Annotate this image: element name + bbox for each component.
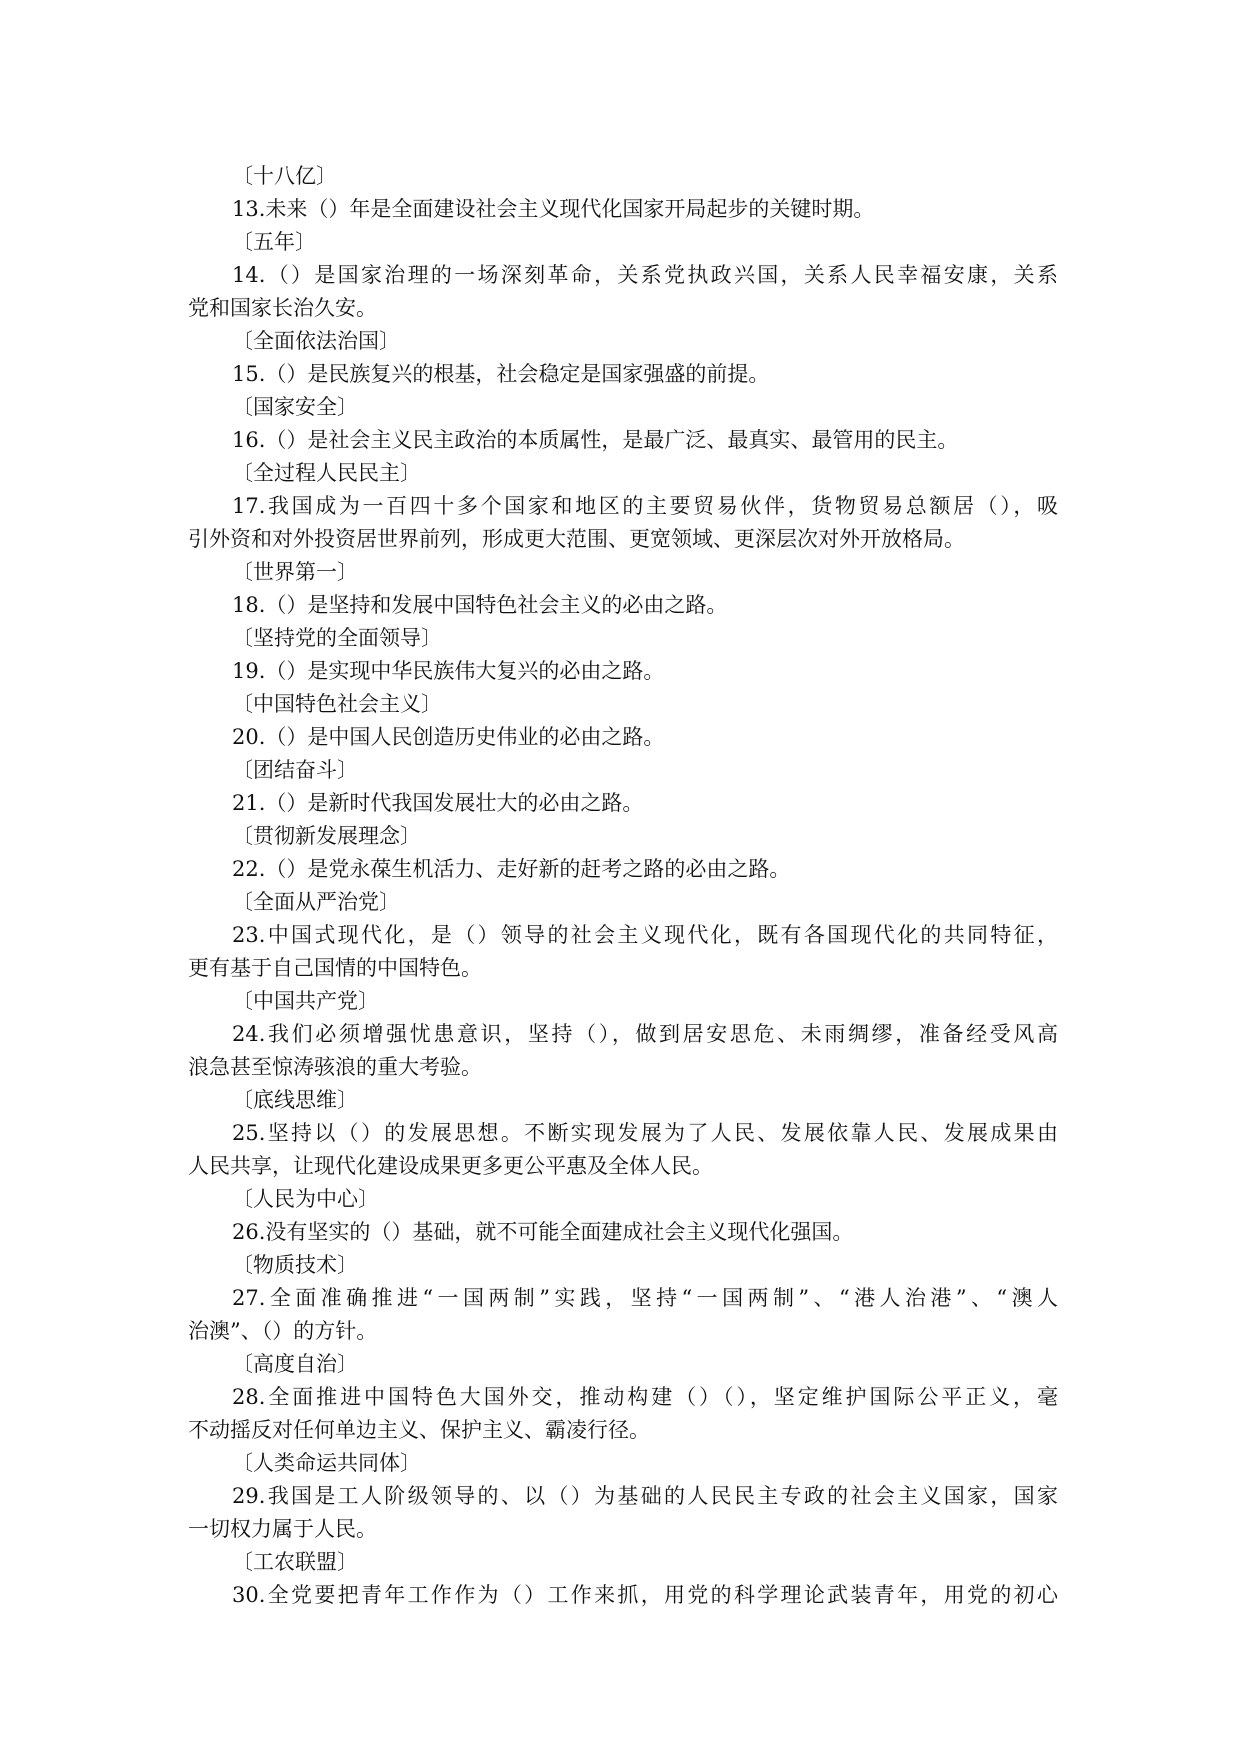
question-paragraph [188,259,1058,325]
question-paragraph [188,589,1058,622]
question-line: 29.我国是工人阶级领导的、以（）为基础的人民民主专政的社会主义国家，国家 [232,1484,1058,1508]
question-line: 浪急甚至惊涛骇浪的重大考验。 [188,1055,482,1079]
answer-line: 〔中国共产党〕 [232,989,379,1013]
answer-line: 〔底线思维〕 [232,1088,358,1112]
question-paragraph [188,490,1058,556]
answer-line: 〔工农联盟〕 [232,1550,358,1574]
answer-paragraph [188,457,1058,490]
question-line: 治澳”、（）的方针。 [188,1319,378,1343]
answer-paragraph [188,1348,1058,1381]
question-paragraph [188,1282,1058,1348]
answer-line: 〔人民为中心〕 [232,1187,379,1211]
question-line: 19.（）是实现中华民族伟大复兴的必由之路。 [232,659,665,683]
answer-paragraph [188,820,1058,853]
question-line: 21.（）是新时代我国发展壮大的必由之路。 [232,791,644,815]
answer-line: 〔坚持党的全面领导〕 [232,626,442,650]
question-line: 一切权力属于人民。 [188,1517,377,1541]
question-paragraph [188,358,1058,391]
question-paragraph [188,1216,1058,1249]
question-paragraph [188,853,1058,886]
question-paragraph [188,424,1058,457]
answer-paragraph [188,1546,1058,1579]
question-line: 人民共享，让现代化建设成果更多更公平惠及全体人民。 [188,1154,713,1178]
question-paragraph [188,1381,1058,1447]
question-paragraph [188,655,1058,688]
question-paragraph [188,919,1058,985]
question-line: 23.中国式现代化，是（）领导的社会主义现代化，既有各国现代化的共同特征， [232,923,1058,947]
question-paragraph [188,193,1058,226]
answer-line: 〔世界第一〕 [232,560,358,584]
question-line: 24.我们必须增强忧患意识，坚持（），做到居安思危、未雨绸缪，准备经受风高 [232,1022,1058,1046]
question-line: 不动摇反对任何单边主义、保护主义、霸凌行径。 [188,1418,650,1442]
answer-paragraph [188,886,1058,919]
answer-line: 〔五年〕 [232,230,316,254]
answer-paragraph [188,325,1058,358]
answer-paragraph [188,1447,1058,1480]
answer-paragraph [188,391,1058,424]
answer-line: 〔国家安全〕 [232,395,358,419]
answer-line: 〔物质技术〕 [232,1253,358,1277]
question-paragraph [188,721,1058,754]
document-page [188,160,1058,1612]
question-paragraph [188,787,1058,820]
question-line: 14.（）是国家治理的一场深刻革命，关系党执政兴国，关系人民幸福安康，关系 [232,263,1058,287]
answer-paragraph [188,226,1058,259]
answer-line: 〔贯彻新发展理念〕 [232,824,421,848]
question-line: 22.（）是党永葆生机活力、走好新的赶考之路的必由之路。 [232,857,791,881]
question-line: 28.全面推进中国特色大国外交，推动构建（）（），坚定维护国际公平正义，毫 [232,1385,1058,1409]
question-line: 26.没有坚实的（）基础，就不可能全面建成社会主义现代化强国。 [232,1220,854,1244]
question-line: 引外资和对外投资居世界前列，形成更大范围、更宽领域、更深层次对外开放格局。 [188,527,965,551]
answer-line: 〔全面从严治党〕 [232,890,400,914]
answer-line: 〔全过程人民民主〕 [232,461,421,485]
question-paragraph [188,1117,1058,1183]
answer-line: 〔团结奋斗〕 [232,758,358,782]
answer-paragraph [188,622,1058,655]
question-line: 16.（）是社会主义民主政治的本质属性，是最广泛、最真实、最管用的民主。 [232,428,959,452]
question-line: 13.未来（）年是全面建设社会主义现代化国家开局起步的关键时期。 [232,197,875,221]
answer-paragraph [188,1183,1058,1216]
answer-paragraph [188,1249,1058,1282]
answer-paragraph [188,1084,1058,1117]
question-paragraph [188,1480,1058,1546]
answer-paragraph [188,985,1058,1018]
answer-paragraph [188,556,1058,589]
answer-line: 〔人类命运共同体〕 [232,1451,421,1475]
question-line: 更有基于自己国情的中国特色。 [188,956,482,980]
question-line: 25.坚持以（）的发展思想。不断实现发展为了人民、发展依靠人民、发展成果由 [232,1121,1058,1145]
question-line: 30.全党要把青年工作作为（）工作来抓，用党的科学理论武装青年，用党的初心 [232,1583,1058,1607]
question-line: 27.全面准确推进“一国两制”实践，坚持“一国两制”、“港人治港”、“澳人 [232,1286,1058,1310]
answer-paragraph [188,688,1058,721]
answer-line: 〔高度自治〕 [232,1352,358,1376]
question-paragraph [188,1579,1058,1612]
answer-line: 〔中国特色社会主义〕 [232,692,442,716]
answer-line: 〔全面依法治国〕 [232,329,400,353]
question-line: 20.（）是中国人民创造历史伟业的必由之路。 [232,725,665,749]
answer-line: 〔十八亿〕 [232,164,337,188]
answer-paragraph [188,160,1058,193]
answer-paragraph [188,754,1058,787]
question-paragraph [188,1018,1058,1084]
question-line: 18.（）是坚持和发展中国特色社会主义的必由之路。 [232,593,728,617]
question-line: 15.（）是民族复兴的根基，社会稳定是国家强盛的前提。 [232,362,770,386]
question-line: 17.我国成为一百四十多个国家和地区的主要贸易伙伴，货物贸易总额居（），吸 [232,494,1058,518]
question-line: 党和国家长治久安。 [188,296,377,320]
